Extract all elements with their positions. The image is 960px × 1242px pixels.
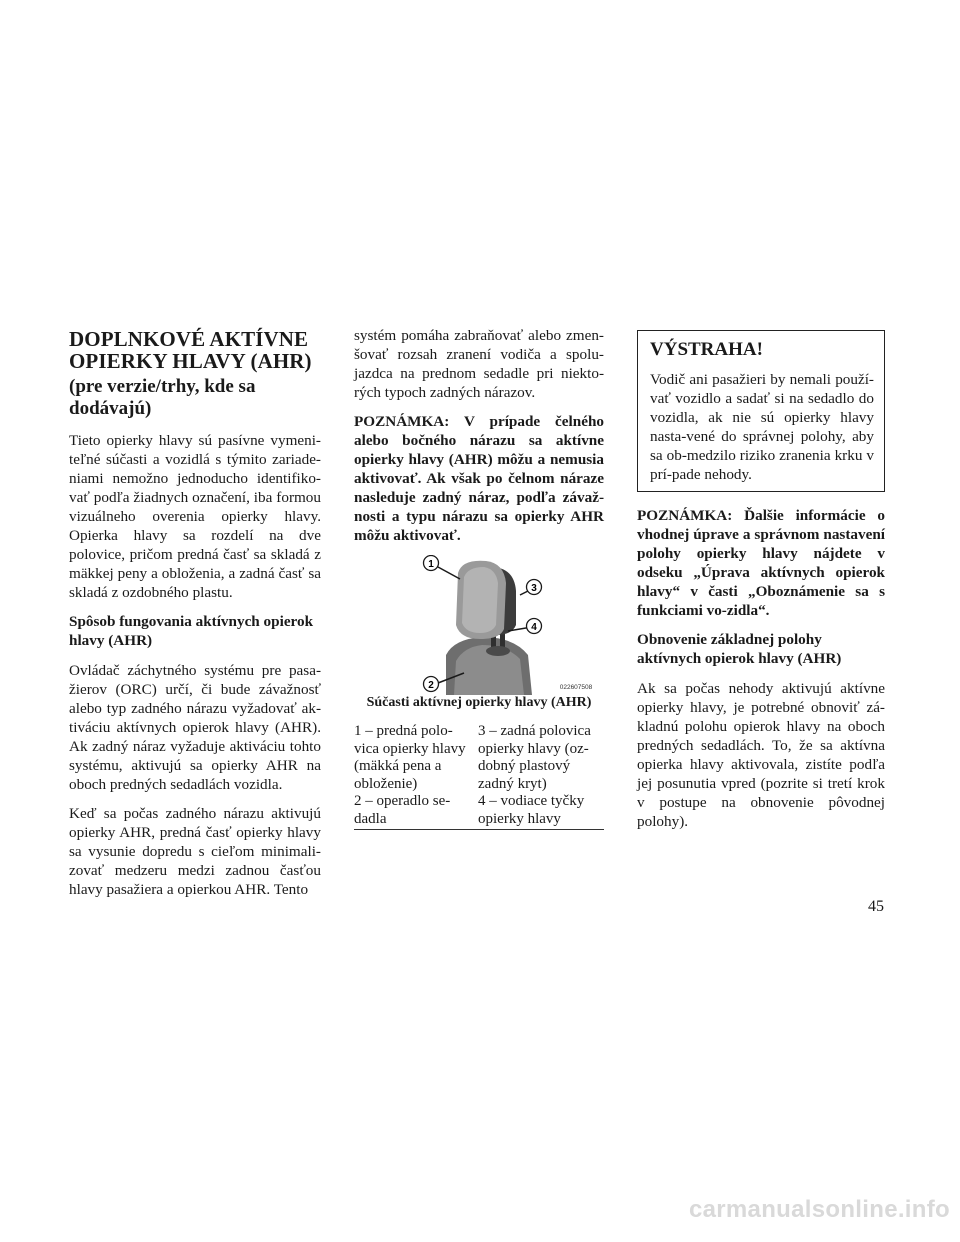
section-subtitle xyxy=(69,376,321,420)
legend-item-3: 3 – zadná polovica opierky hlavy (oz-dobný plastový zadný kryt) xyxy=(478,723,591,792)
operation-paragraph: Ovládač záchytného systému pre pasa-žierov (ORC) určí, či bude závažnosť alebo typ zadného nárazu vyžadovať ak-tiváciu aktívnych opierok hlavy (AHR). Ak zadný náraz vyžaduje aktiváciu tohto systému, aktivujú sa opierky AHR na oboch predných sedadlách vozidla. xyxy=(69,662,321,793)
column-right xyxy=(637,330,885,841)
callout-3 xyxy=(527,580,542,595)
legend-row xyxy=(354,723,604,793)
legend-item-2: 2 – operadlo se-dadla xyxy=(354,793,451,827)
column-middle xyxy=(354,326,604,830)
callout-4 xyxy=(527,619,542,634)
section-title-line1: DOPLNKOVÉ AKTÍVNE xyxy=(69,327,309,351)
column-left xyxy=(69,328,321,909)
callout-1 xyxy=(424,556,439,571)
svg-text:2: 2 xyxy=(428,680,434,691)
svg-text:4: 4 xyxy=(531,622,537,633)
section-title xyxy=(69,328,321,372)
note-paragraph: POZNÁMKA: V prípade čelného alebo bočného nárazu sa aktívne opierky hlavy (AHR) môžu a nemusia aktivovať. Ak však po čelnom náraze nasleduje zadný náraz, podľa závaž-nosti a typu nárazu sa opierky AHR môžu aktivovať. xyxy=(354,413,604,544)
section-subtitle-line1: (pre verzie/trhy, kde sa xyxy=(69,376,256,397)
legend-item-1: 1 – predná polo-vica opierky hlavy (mäkká pena a obloženie) xyxy=(354,723,466,792)
note-paragraph: POZNÁMKA: Ďalšie informácie o vhodnej úprave a správnom nastavení polohy opierky hlavy nájdete v odseku „Úprava aktívnych opierok hlavy“ v časti „Oboznámenie sa s funkciami vo-zidla“. xyxy=(637,507,885,619)
svg-text:3: 3 xyxy=(531,583,537,594)
reset-heading-line2: aktívnych opierok hlavy (AHR) xyxy=(637,650,842,667)
warning-box xyxy=(637,330,885,492)
reset-heading xyxy=(637,630,885,668)
figure-caption: Súčasti aktívnej opierky hlavy (AHR) xyxy=(366,695,592,710)
legend-item-4: 4 – vodiace tyčky opierky hlavy xyxy=(478,793,585,827)
activation-paragraph: Keď sa počas zadného nárazu aktivujú opierky AHR, predná časť opierky hlavy sa vysunie dopredu s cieľom minimali-zovať medzeru medzi zadnou časťou hlavy pasažiera a opierkou AHR. Tento xyxy=(69,805,321,898)
section-title-line2: OPIERKY HLAVY (AHR) xyxy=(69,349,312,373)
headrest-illustration xyxy=(354,555,604,695)
svg-text:1: 1 xyxy=(428,559,434,570)
intro-paragraph: Tieto opierky hlavy sú pasívne vymeni-teľné súčasti a vozidlá s týmito zariade-niami nemožno jednoducho identifiko-vať podľa žiadnych označení, iba formou vizuálneho overenia opierky hlavy. Opierka hlavy sa rozdelí na dve polovice, pričom predná časť sa skladá z mäkkej peny a obloženia, a zadná časť sa skladá z ozdobného plastu. xyxy=(69,432,321,601)
operation-heading: Spôsob fungovania aktívnych opierok hlavy (AHR) xyxy=(69,613,314,649)
reset-paragraph: Ak sa počas nehody aktivujú aktívne opierky hlavy, je potrebné obnoviť zá-kladnú polohu opierok hlavy na oboch predných sedadlách. To, že sa aktívna opierka hlavy aktivovala, zistíte podľa jej posunutia vpred (pozrite si tretí krok v postupe na obnovenie pôvodnej polohy). xyxy=(637,680,885,830)
figure-code: 022607508 xyxy=(559,684,593,691)
figure-legend xyxy=(354,723,604,830)
callout-2 xyxy=(424,677,439,692)
continuation-paragraph: systém pomáha zabraňovať alebo zmen-šovať rozsah zranení vodiča a spolu-jazdca na prednom sedadle pri niekto-rých typoch zadných nárazov. xyxy=(354,327,604,401)
warning-text: Vodič ani pasažieri by nemali použí-vať vozidlo a sadať si na sedadlo do vozidla, ak nie sú opierky hlavy nasta-vené do správnej polohy, aby sa ob-medzilo riziko zranenia krku v prí-pade nehody. xyxy=(650,371,874,483)
headrest-figure xyxy=(354,555,604,695)
reset-heading-line1: Obnovenie základnej polohy xyxy=(637,631,822,648)
warning-title: VÝSTRAHA! xyxy=(650,339,763,360)
watermark: carmanualsonline.info xyxy=(688,1196,950,1223)
legend-row xyxy=(354,793,604,828)
section-subtitle-line2: dodávajú) xyxy=(69,398,152,419)
page-number: 45 xyxy=(868,898,884,915)
